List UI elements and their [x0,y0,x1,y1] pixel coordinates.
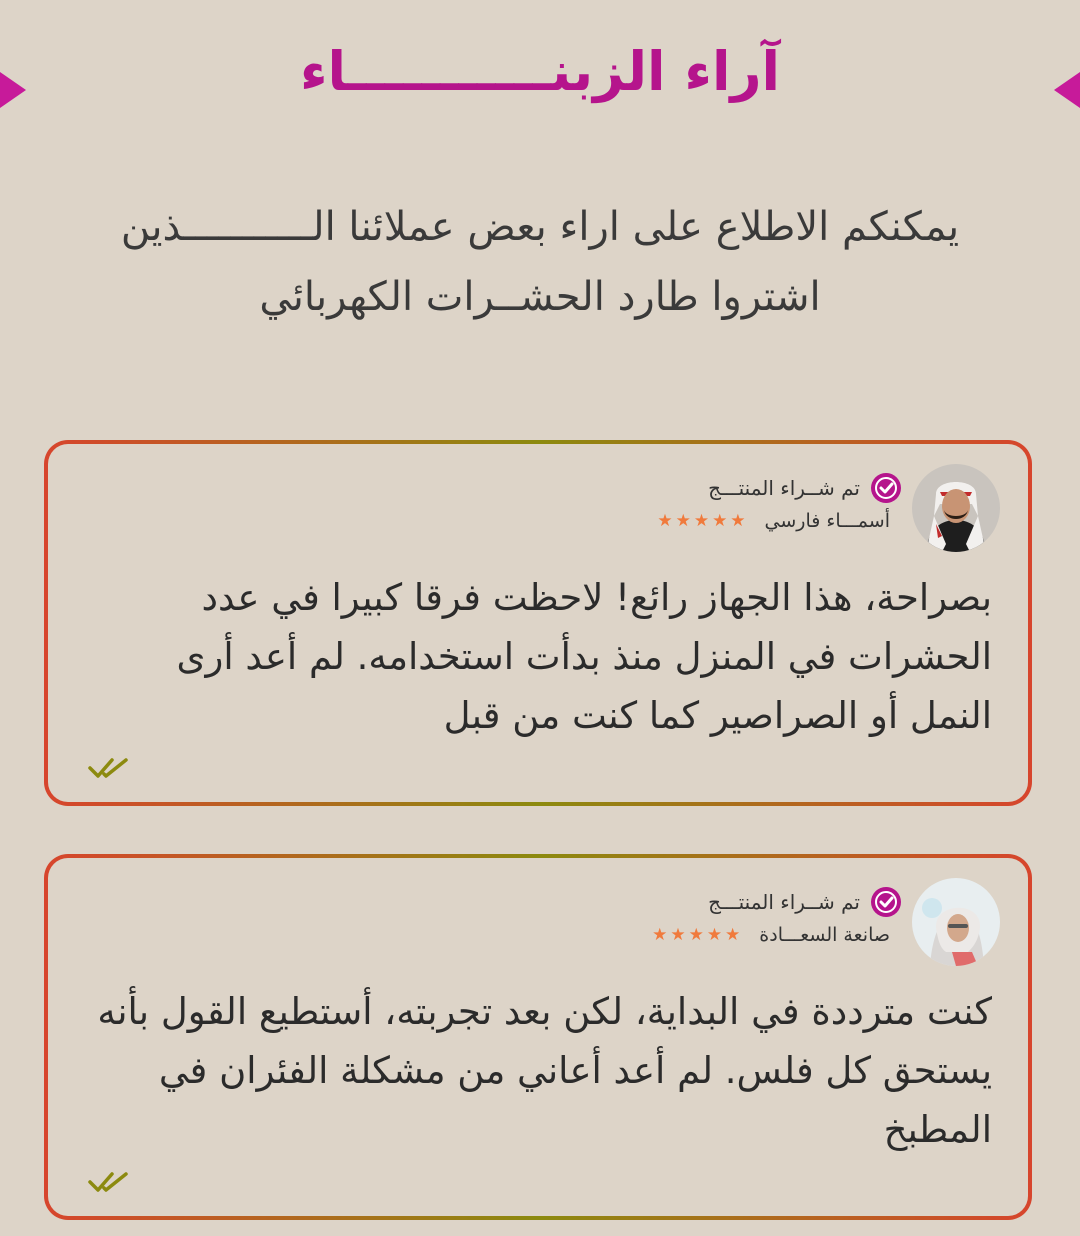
reviewer-info [657,510,890,532]
reviewer-info [652,924,890,946]
review-card [44,440,1032,806]
double-check-icon [88,1170,130,1194]
double-check-icon [88,756,130,780]
review-text: بصراحة، هذا الجهاز رائع! لاحظت فرقا كبيرا في عدد الحشرات في المنزل منذ بدأت استخدامه. لم أعد أرى النمل أو الصراصير كما كنت من قبل [176,576,992,737]
check-circle-icon [870,472,902,504]
reviewer-name: أسمـــاء فارسي [764,510,890,532]
star-rating: ★★★★★ [652,925,744,945]
reviewer-name: صانعة السعـــادة [759,924,890,946]
verified-label: تم شــراء المنتـــج [708,890,860,914]
star-rating: ★★★★★ [657,511,749,531]
reviewer-avatar [912,464,1000,552]
review-card [44,854,1032,1220]
verified-label: تم شــراء المنتـــج [708,476,860,500]
page-title: آراء الزبنـــــــــــاء [299,40,781,103]
check-circle-icon [870,886,902,918]
reviewer-avatar [912,878,1000,966]
page-subtitle: يمكنكم الاطلاع على اراء بعض عملائنا الـــــــــــذين اشتروا طارد الحشــرات الكهربائي [120,204,960,320]
verified-purchase [708,472,902,504]
review-text: كنت مترددة في البداية، لكن بعد تجربته، أستطيع القول بأنه يستحق كل فلس. لم أعد أعاني من مشكلة الفئران في المطبخ [97,990,992,1151]
verified-purchase [708,886,902,918]
